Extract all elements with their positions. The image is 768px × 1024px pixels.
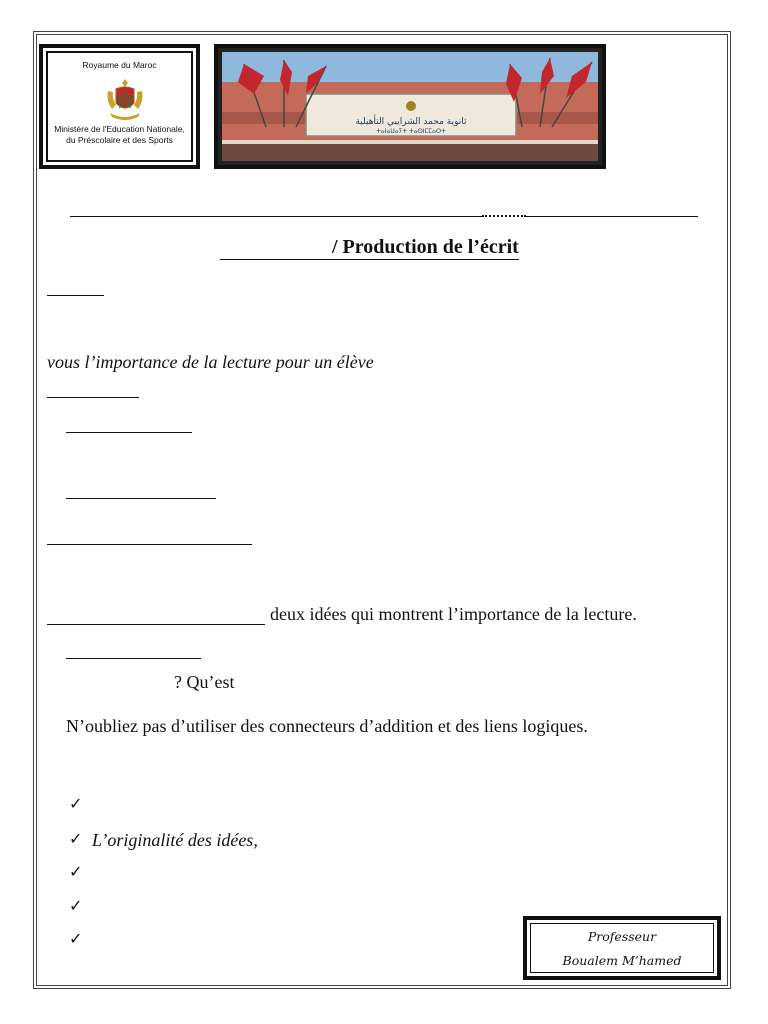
coat-of-arms-icon [104, 77, 146, 121]
ministry-logo [39, 44, 200, 169]
teacher-name: Boualem M’hamed [562, 953, 682, 968]
check-mark-icon: ✓ [69, 862, 83, 881]
title-blank [220, 259, 332, 260]
school-building-image [222, 52, 598, 161]
blank-line-2 [47, 397, 139, 398]
criteria-item-2: L’originalité des idées, [92, 830, 258, 850]
question-fragment: ? Qu’est [174, 672, 235, 692]
school-tifinagh-name: ⵜⴰⵏⴰⵡⴰⵢⵜ ⵜⴰⵙⵏⵎⵎⴰⵔⵜ [376, 128, 446, 135]
header-rule-left [70, 216, 482, 217]
blank-line-7 [66, 658, 201, 659]
teacher-signature-box [523, 916, 721, 980]
page-title: / Production de l’écrit [332, 236, 519, 258]
school-arabic-name: ثانوية محمد الشرايبي التأهيلية [355, 117, 467, 127]
ideas-line: deux idées qui montrent l’importance de la lecture. [270, 604, 637, 624]
blank-line-3 [66, 432, 192, 433]
blank-line-1 [47, 295, 104, 296]
blank-line-4 [66, 498, 216, 499]
blank-line-5 [47, 544, 252, 545]
logo-country: Royaume du Maroc [82, 60, 157, 70]
check-mark-icon: ✓ [69, 929, 83, 948]
check-mark-icon: ✓ [69, 794, 83, 813]
teacher-title: Professeur [587, 929, 657, 944]
check-mark-icon: ✓ [69, 829, 83, 848]
logo-ministry-line2: du Préscolaire et des Sports [66, 135, 173, 145]
check-mark-icon: ✓ [69, 896, 83, 915]
reminder-text: N’oubliez pas d’utiliser des connecteurs d’addition et des liens logiques. [66, 716, 588, 736]
school-photo [214, 44, 606, 169]
header-rule-dotted [482, 215, 526, 217]
header-rule-right [526, 216, 698, 217]
logo-ministry-line1: Ministère de l'Education Nationale, [54, 124, 185, 134]
blank-line-6 [47, 624, 265, 625]
subject-line: vous l’importance de la lecture pour un élève [47, 352, 374, 372]
